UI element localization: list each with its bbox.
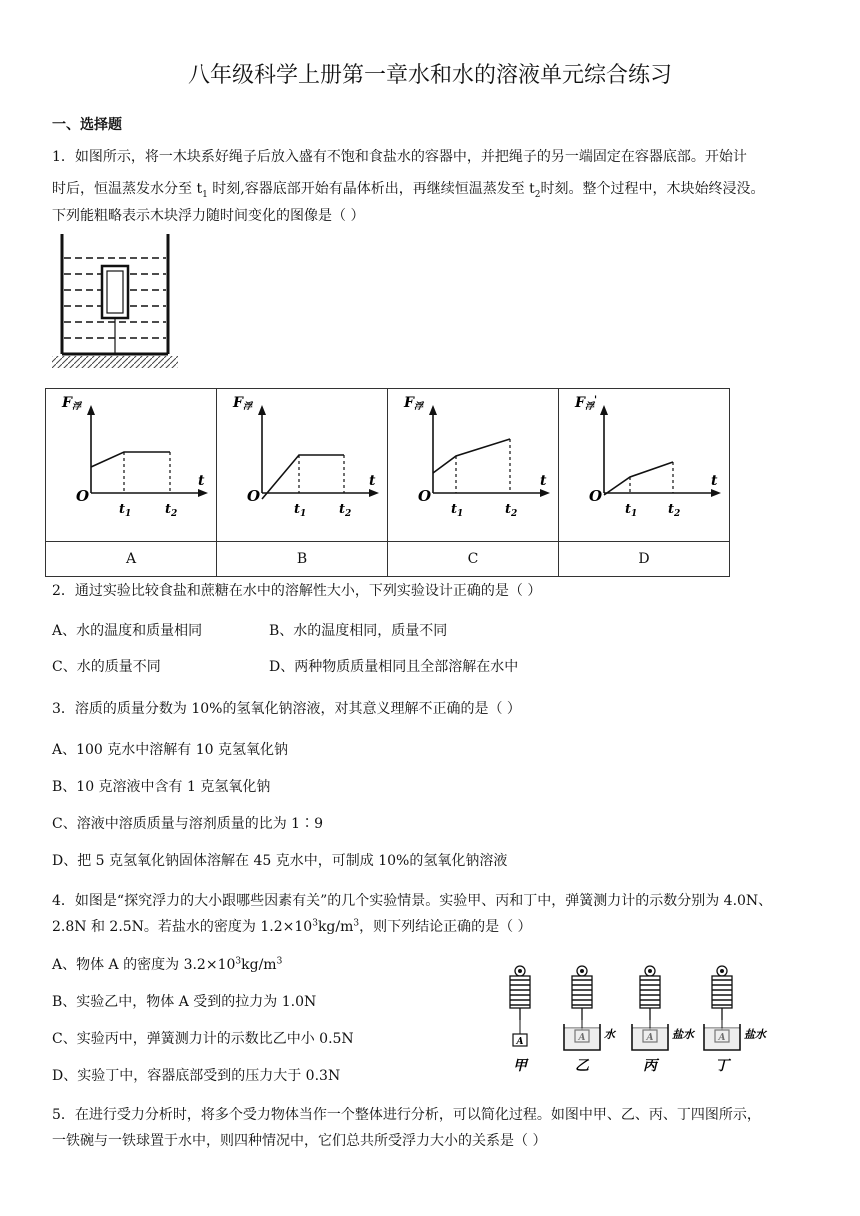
y-axis-arrow	[87, 405, 95, 415]
y-axis-arrow	[429, 405, 437, 415]
q1-container-figure	[50, 232, 182, 372]
force-curve	[433, 439, 510, 473]
q5-line-1: 5．在进行受力分析时，将多个受力物体当作一个整体进行分析，可以简化过程。如图中甲、乙、丙、丁四图所示，	[52, 1107, 761, 1123]
y-axis-subscript: 浮	[71, 402, 81, 412]
y-axis-label: F浮	[62, 395, 81, 412]
origin-label: O	[76, 487, 90, 505]
spring-scale-setup	[704, 966, 768, 1074]
t1-subscript: 1	[300, 509, 307, 519]
origin-label: O	[418, 487, 432, 505]
page-title: 八年级科学上册第一章水和水的溶液单元综合练习	[187, 63, 672, 88]
q1-line-3: 下列能粗略表示木块浮力随时间变化的图像是（ ）	[52, 208, 365, 224]
section-heading: 一、选择题	[52, 117, 122, 133]
x-axis-label: t	[369, 473, 376, 489]
q1-line-2: 时后，恒温蒸发水分至 $t_1$ 时刻,容器底部开始有晶体析出，再继续恒温蒸发至 $t_2$时刻。整个过程中，木块始终浸没。	[52, 181, 765, 200]
t2-subscript: 2	[345, 509, 352, 519]
setup-label: 乙	[575, 1058, 589, 1074]
liquid	[705, 1028, 739, 1049]
t1-subscript: 1	[125, 509, 132, 519]
q1-option-graphs	[45, 388, 730, 577]
t1-label: $t_1$	[625, 502, 638, 519]
scale-hook-dot	[518, 969, 522, 973]
spring-scale-setup	[510, 966, 530, 1074]
q3-option-c: C、溶液中溶质质量与溶剂质量的比为 1∶9	[52, 816, 323, 832]
graph-a-plot	[46, 389, 216, 537]
graph-label-a: A	[46, 542, 217, 577]
q4-option-c: C、实验丙中，弹簧测力计的示数比乙中小 0.5N	[52, 1031, 354, 1047]
q4-option-a: A、物体 A 的密度为 $3.2\times 10^3kg/m^3$	[52, 956, 283, 973]
liquid-label: 盐水	[672, 1028, 694, 1041]
q3-option-d: D、把 5 克氢氧化钠固体溶解在 45 克水中，可制成 10%的氢氧化钠溶液	[52, 853, 508, 869]
q3-option-b: B、10 克溶液中含有 1 克氢氧化钠	[52, 779, 271, 795]
x-axis-label: t	[711, 473, 718, 489]
y-axis-label: F浮'	[575, 395, 598, 412]
liquid	[565, 1028, 599, 1049]
y-axis-arrow	[258, 405, 266, 415]
y-axis-subscript: 浮	[584, 402, 594, 412]
t2-subscript: 2	[171, 509, 178, 519]
origin-label: O	[589, 487, 603, 505]
liquid-label: 盐水	[744, 1028, 766, 1041]
setup-label: 甲	[513, 1058, 527, 1074]
x-axis-arrow	[711, 489, 721, 497]
force-curve	[604, 462, 673, 495]
t2-label: $t_2$	[165, 502, 178, 519]
x-axis-label: t	[198, 473, 205, 489]
x-axis-arrow	[369, 489, 379, 497]
q1-line-1: 1．如图所示，将一木块系好绳子后放入盛有不饱和食盐水的容器中，并把绳子的另一端固定在容器底部。开始计	[52, 149, 747, 165]
setup-label: 丁	[715, 1058, 729, 1074]
origin-label: O	[247, 487, 261, 505]
force-curve	[91, 452, 170, 467]
block-a-label: A	[516, 1037, 524, 1047]
y-axis-arrow	[600, 405, 608, 415]
y-axis-label: F浮	[233, 395, 252, 412]
graph-label-d: D	[559, 542, 730, 577]
graph-c	[388, 389, 559, 542]
x-axis-arrow	[198, 489, 208, 497]
q4-option-b: B、实验乙中，物体 A 受到的拉力为 1.0N	[52, 994, 317, 1010]
graph-d-plot	[559, 389, 729, 537]
graph-label-c: C	[388, 542, 559, 577]
liquid	[633, 1028, 667, 1049]
t1-label: $t_1$	[119, 502, 132, 519]
spring-scale-setup	[564, 966, 617, 1074]
y-axis-label: F浮	[404, 395, 423, 412]
graph-b	[217, 389, 388, 542]
q3-option-a: A、100 克水中溶解有 10 克氢氧化钠	[52, 742, 288, 758]
x-axis-arrow	[540, 489, 550, 497]
q4-line-2: 2.8N 和 2.5N。若盐水的密度为 $1.2\times 10^3kg/m^3$，则下列结论正确的是（ ）	[52, 918, 532, 935]
graph-d	[559, 389, 730, 542]
t2-label: $t_2$	[505, 502, 518, 519]
q2-option-d: D、两种物质质量相同且全部溶解在水中	[269, 659, 519, 675]
q2-option-b: B、水的温度相同，质量不同	[269, 623, 448, 639]
setup-label: 丙	[643, 1058, 657, 1074]
q2-option-a: A、水的温度和质量相同	[52, 623, 203, 639]
graph-b-plot	[217, 389, 387, 537]
t2-subscript: 2	[674, 509, 681, 519]
t1-subscript: 1	[631, 509, 638, 519]
y-axis-subscript: 浮	[413, 402, 423, 412]
t2-subscript: 2	[511, 509, 518, 519]
graph-a	[46, 389, 217, 542]
scale-hook-dot	[648, 969, 652, 973]
q5-line-2: 一铁碗与一铁球置于水中，则四种情况中，它们总共所受浮力大小的关系是（ ）	[52, 1133, 547, 1149]
q4-line-1: 4．如图是“探究浮力的大小跟哪些因素有关”的几个实验情景。实验甲、丙和丁中，弹簧测力计的示数分别为 4.0N、	[52, 893, 773, 909]
spring-scale-setup	[632, 966, 696, 1074]
t1-subscript: 1	[457, 509, 464, 519]
t1-label: $t_1$	[294, 502, 307, 519]
scale-hook-dot	[720, 969, 724, 973]
q2-option-c: C、水的质量不同	[52, 659, 161, 675]
q2-stem: 2．通过实验比较食盐和蔗糖在水中的溶解性大小，下列实验设计正确的是（ ）	[52, 583, 542, 599]
t2-label: $t_2$	[668, 502, 681, 519]
y-axis-subscript: 浮	[242, 402, 252, 412]
y-axis-mark: '	[593, 395, 598, 406]
q3-stem: 3．溶质的质量分数为 10%的氢氧化钠溶液，对其意义理解不正确的是（ ）	[52, 701, 521, 717]
q4-option-d: D、实验丁中，容器底部受到的压力大于 0.3N	[52, 1068, 341, 1084]
scale-hook-dot	[580, 969, 584, 973]
t2-label: $t_2$	[339, 502, 352, 519]
x-axis-label: t	[540, 473, 547, 489]
graph-c-plot	[388, 389, 558, 537]
liquid-label: 水	[604, 1028, 615, 1041]
graph-label-b: B	[217, 542, 388, 577]
t1-label: $t_1$	[451, 502, 464, 519]
q4-spring-scale-figure	[490, 962, 790, 1074]
